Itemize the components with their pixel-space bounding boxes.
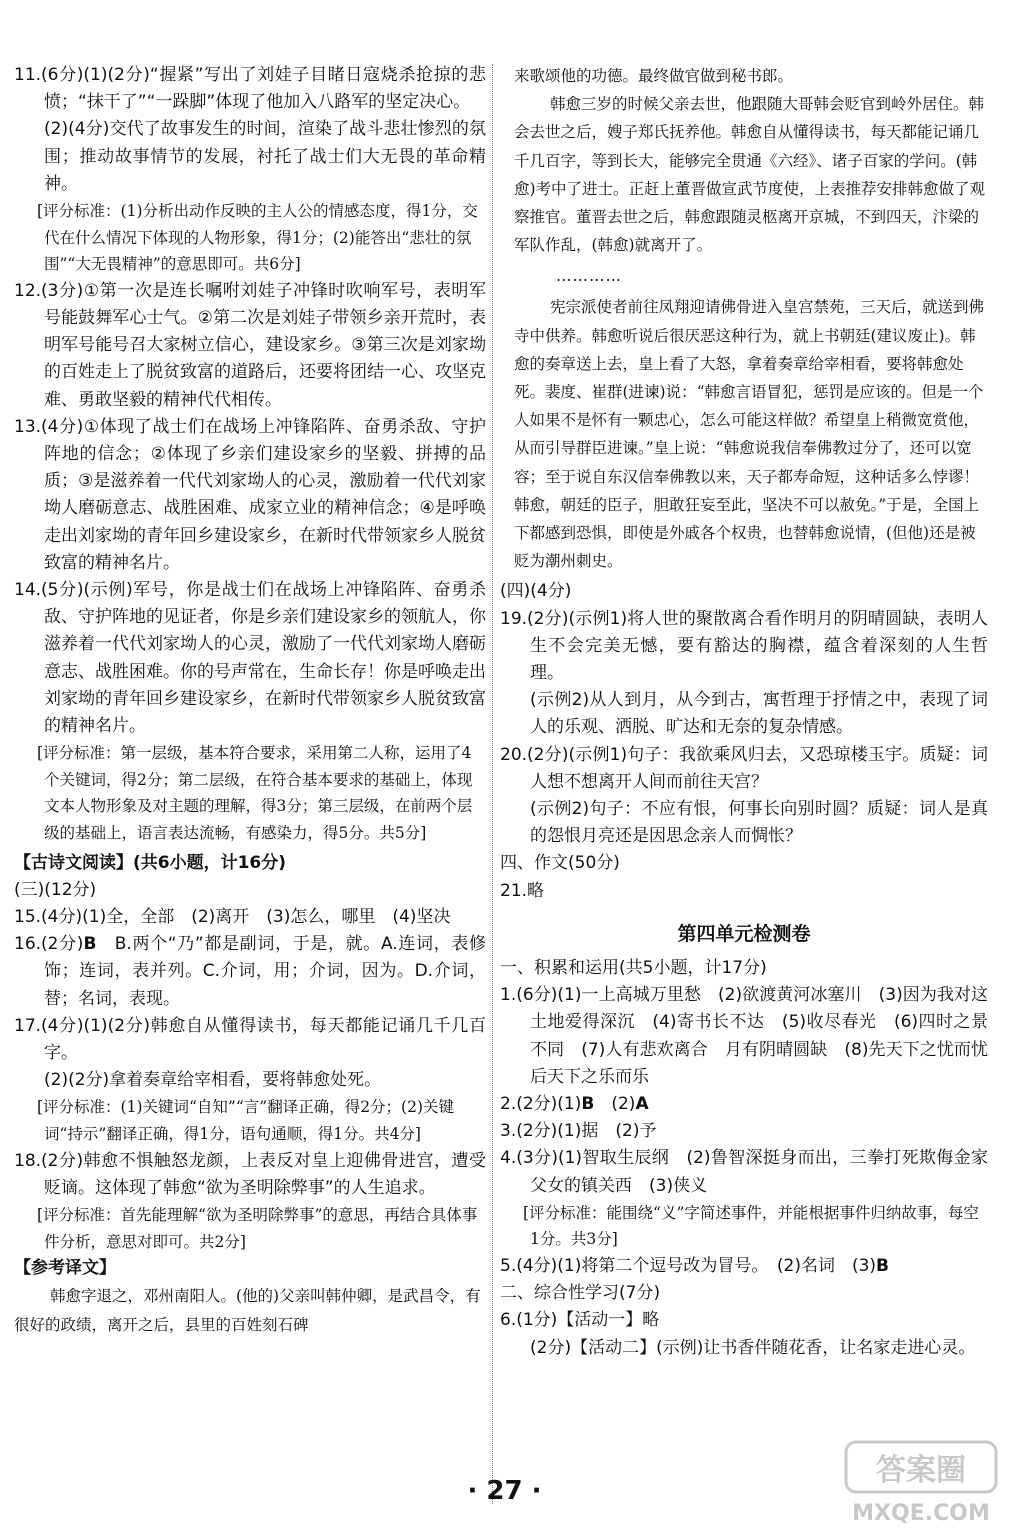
unit-q4-answer: 4.(3分)(1)智取生辰纲 (2)鲁智深挺身而出，三拳打死欺侮金家父女的镇关西 (3)侠义 <box>500 1148 988 1196</box>
q19-example-2: (示例2)从人到月，从今到古，寓哲理于抒情之中，表现了词人的乐观、洒脱、旷达和无奈的复杂情感。 <box>530 690 988 738</box>
q19-example-1: 19.(2分)(示例1)将人世的聚散离合看作明月的阴晴圆缺，表明人生不会完美无憾，要有豁达的胸襟，蕴含着深刻的人生哲理。 <box>500 608 988 684</box>
translation-continued: 来歌颂他的功德。最终做官做到秘书郎。 <box>514 67 794 85</box>
unit-q3-answer: 3.(2分)(1)据 (2)予 <box>500 1121 657 1142</box>
unit-q1-answer: 1.(6分)(1)一上高城万里愁 (2)欲渡黄河冰塞川 (3)因为我对这土地爱得深沉 (4)寄书长不达 (5)收尽春光 (6)四时之景不同 (7)人有悲欢离合 月有阴晴圆缺 (8)先天下之忧而忧 后天下之乐而乐 <box>500 985 1005 1087</box>
right-column <box>500 62 1005 1362</box>
unit-q4-scoring-criteria: [评分标准：能围绕“义”字简述事件，并能根据事件归纳故事，每空1分。共3分] <box>523 1203 979 1249</box>
subsection-four: (四)(4分) <box>500 581 572 602</box>
translation-paragraph-1: 韩愈字退之，邓州南阳人。(他的)父亲叫韩仲卿，是武昌令，有很好的政绩，离开之后，县里的百姓刻石碑 <box>14 1287 481 1334</box>
q16-explanation: B.两个“乃”都是副词，于是，就。A.连词，表修饰；连词，表并列。C.介词，用；介词，因为。D.介词，替；名词，表现。 <box>44 934 486 1009</box>
subsection-three: (三)(12分) <box>14 879 97 900</box>
q16-answer <box>14 931 486 1013</box>
q18-answer: 18.(2分)韩愈不惧触怒龙颜，上表反对皇上迎佛骨进宫，遭受贬谪。这体现了韩愈“欲为圣明除弊事”的人生追求。 <box>14 1150 486 1198</box>
unit-q2-choice-2: A <box>635 1093 649 1114</box>
q16-choice: B <box>83 934 97 955</box>
left-column <box>14 62 486 1339</box>
section-accumulation: 一、积累和运用(共5小题，计17分) <box>500 957 767 978</box>
q17-part2: (2)(2分)拿着奏章给宰相看，要将韩愈处死。 <box>44 1070 382 1091</box>
translation-ellipsis: ………… <box>556 267 622 286</box>
reference-translation-heading: 【参考译文】 <box>14 1258 116 1279</box>
q17-scoring-criteria: [评分标准：(1)关键词“自知”“言”翻译正确，得2分；(2)关键词“持示”翻译正确，得1分，语句通顺，得1分。共4分] <box>37 1098 455 1144</box>
unit-q5-answer <box>500 1253 988 1280</box>
q15-answer: 15.(4分)(1)全，全部 (2)离开 (3)怎么，哪里 (4)坚决 <box>14 907 451 928</box>
classical-reading-heading: 【古诗文阅读】(共6小题，计16分) <box>14 852 287 873</box>
unit-q5-choice: B <box>876 1255 890 1276</box>
unit-q2-choice-1: B <box>581 1093 595 1114</box>
translation-paragraph-2: 韩愈三岁的时候父亲去世，他跟随大哥韩会贬官到岭外居住。韩会去世之后，嫂子郑氏抚养他。韩愈自从懂得读书，每天都能记诵几千几百字，等到长大，能够完全贯通《六经》、诸子百家的学问。(韩愈)考中了进士。正赶上董晋做宣武节度使，上表推荐安排韩愈做了观察推官。董晋去世之后，韩愈跟随灵柩离开京城，不到四天，汴梁的军队作乱，(韩愈)就离开了。 <box>514 95 986 255</box>
unit-q5-prefix: 5.(4分)(1)将第二个逗号改为冒号。 (2)名词 (3) <box>500 1255 877 1276</box>
q14-scoring-criteria: [评分标准：第一层级，基本符合要求，采用第二人称，运用了4个关键词，得2分；第二层级，在符合基本要求的基础上，体现文本人物形象及对主题的理解，得3分；第三层级，在前两个层级的基础上，语言表达流畅，有感染力，得5分。共5分] <box>37 744 473 843</box>
section-comprehensive-study: 二、综合性学习(7分) <box>500 1283 661 1304</box>
q11-scoring-criteria: [评分标准：(1)分析出动作反映的主人公的情感态度，得1分，交代在什么情况下体现的人物形象，得1分；(2)能答出“悲壮的氛围”“大无畏精神”的意思即可。共6分] <box>37 202 478 274</box>
unit-q2-mid: (2) <box>594 1093 636 1114</box>
q16-prefix: 16.(2分) <box>14 934 84 955</box>
unit-q6-activity-2: (2分)【活动二】(示例)让书香伴随花香，让名家走进心灵。 <box>530 1337 976 1358</box>
q14-answer: 14.(5分)(示例)军号，你是战士们在战场上冲锋陷阵、奋勇杀敌、守护阵地的见证者，你是乡亲们建设家乡的领航人，你滋养着一代代刘家坳人的心灵，激励了一代代刘家坳人磨砺意志、战胜困难。你的号声常在，生命长存！你是呼唤走出刘家坳的青年回乡建设家乡，在新时代带领家乡人脱贫致富的精神名片。 <box>14 580 486 737</box>
q11-part2: (2)(4分)交代了故事发生的时间，渲染了战斗悲壮惨烈的氛围；推动故事情节的发展，衬托了战士们大无畏的革命精神。 <box>44 119 486 194</box>
unit-q6-activity-1: 6.(1分)【活动一】略 <box>500 1310 660 1331</box>
svg-text:答案圈: 答案圈 <box>876 1453 966 1488</box>
q12-answer: 12.(3分)①第一次是连长嘱咐刘娃子冲锋时吹响军号，表明军号能鼓舞军心士气。②第二次是刘娃子带领乡亲开荒时，表明军号能号召大家树立信心，建设家乡。③第三次是刘家坳的百姓走上了脱贫致富的道路后，还要将团结一心、攻坚克难、勇敢坚毅的精神代代相传。 <box>14 280 486 410</box>
q13-answer: 13.(4分)①体现了战士们在战场上冲锋陷阵、奋勇杀敌、守护阵地的信念；②体现了乡亲们建设家乡的坚毅、拼搏的品质；③是滋养着一代代刘家坳人的心灵，激励着一代代刘家坳人磨砺意志、战胜困难、成家立业的精神信念；④是呼唤走出刘家坳的青年回乡建设家乡，在新时代带领家乡人脱贫致富的精神名片。 <box>14 416 486 573</box>
q20-example-1: 20.(2分)(示例1)句子：我欲乘风归去，又恐琼楼玉宇。质疑：词人想不想离开人间而前往天宫？ <box>500 744 988 792</box>
watermark-logo <box>842 1436 1002 1532</box>
unit-q2-prefix: 2.(2分)(1) <box>500 1093 582 1114</box>
svg-text:MXQE.COM: MXQE.COM <box>852 1501 990 1526</box>
unit-four-title: 第四单元检测卷 <box>677 922 811 945</box>
column-divider <box>492 64 493 1504</box>
q20-example-2: (示例2)句子：不应有恨，何事长向别时圆？质疑：词人是真的怨恨月亮还是因思念亲人而惆怅？ <box>530 799 988 847</box>
q11-part1: 11.(6分)(1)(2分)“握紧”写出了刘娃子目睹日寇烧杀抢掠的悲愤；“抹干了”“一跺脚”体现了他加入八路军的坚定决心。 <box>14 65 486 113</box>
section-composition: 四、作文(50分) <box>500 853 620 874</box>
q18-scoring-criteria: [评分标准：首先能理解“欲为圣明除弊事”的意思，再结合具体事件分析，意思对即可。共2分] <box>37 1206 478 1251</box>
translation-paragraph-3: 宪宗派使者前往凤翔迎请佛骨进入皇宫禁苑，三天后，就送到佛寺中供养。韩愈听说后很厌恶这种行为，就上书朝廷(建议废止)。韩愈的奏章送上去，皇上看了大怒，拿着奏章给宰相看，要将韩愈处死。裴度、崔群(进谏)说：“韩愈言语冒犯，惩罚是应该的。但是一个人如果不是怀有一颗忠心，怎么可能这样做？希望皇上稍微宽赏他，从而引导群臣进谏。”皇上说：“韩愈说我信奉佛教过分了，还可以宽容；至于说自东汉信奉佛教以来，天子都寿命短，这种话多么悖谬！韩愈，朝廷的臣子，胆敢狂妄至此，坚决不可以赦免。”于是，全国上下都感到恐惧，即使是外戚各个权贵，也替韩愈说情，(但他)还是被贬为潮州刺史。 <box>514 298 985 571</box>
q21-answer: 21.略 <box>500 880 545 901</box>
unit-q2-answer <box>500 1091 988 1118</box>
page-number: · 27 · <box>467 1476 542 1506</box>
q17-part1: 17.(4分)(1)(2分)韩愈自从懂得读书，每天都能记诵几千几百字。 <box>14 1015 486 1064</box>
